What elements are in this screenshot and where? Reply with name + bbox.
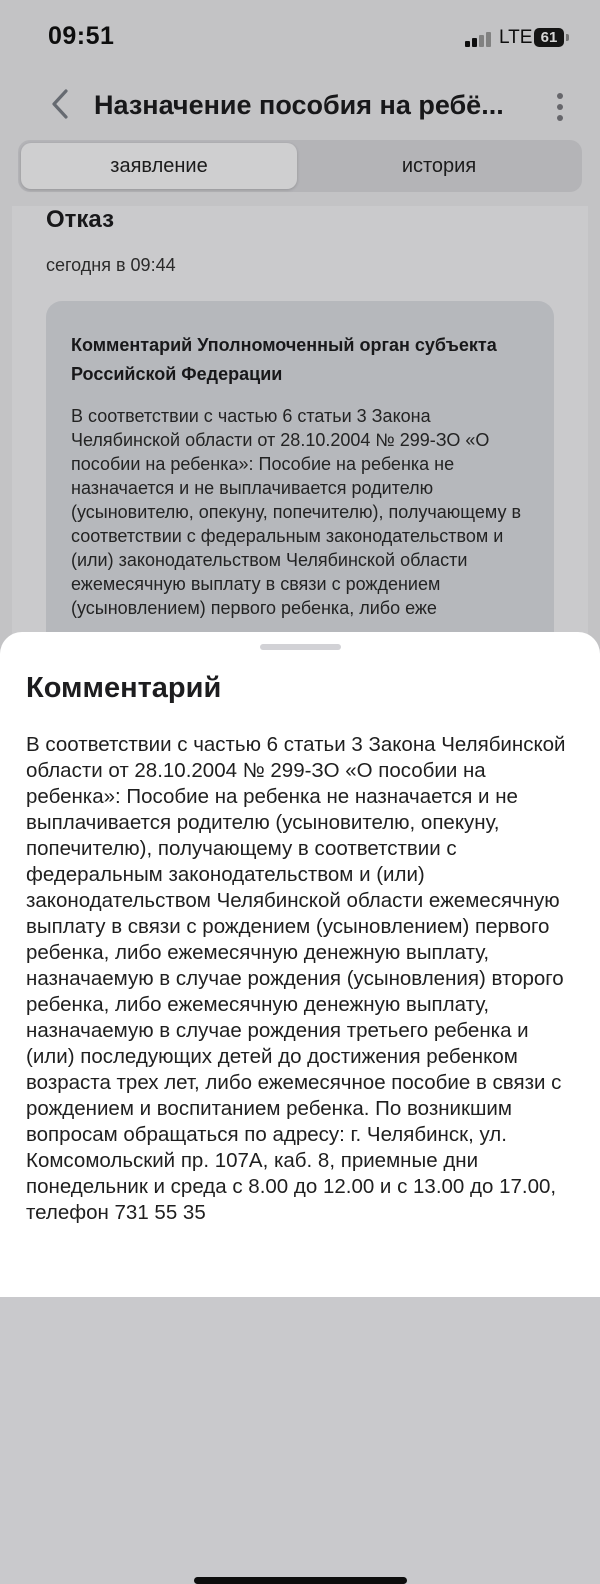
home-indicator <box>194 1577 407 1584</box>
comment-bottom-sheet <box>0 632 600 1297</box>
network-type: LTE <box>499 27 533 48</box>
comment-card-title: Комментарий Уполномоченный орган субъекта Российской Федерации <box>71 335 497 384</box>
page-title: Назначение пособия на ребё... <box>94 90 504 120</box>
status-timestamp: сегодня в 09:44 <box>46 255 176 275</box>
tab-application[interactable]: заявление <box>21 143 297 189</box>
status-time: 09:51 <box>48 22 115 50</box>
comment-card-text: В соответствии с частью 6 статьи 3 Закона Челябинской области от 28.10.2004 № 299-ЗО «О пособии на ребенка»: Пособие на ребенка не назначается и не выплачивается родителю (усыновителю, опекуну, попечителю), получающему в соответствии с федеральным законодательством и (или) законодательством Челябинской области ежемесячную выплату в связи с рождением (усыновлением) первого ребенка, либо еже <box>71 406 522 618</box>
sheet-title: Комментарий <box>26 672 222 704</box>
tab-history[interactable]: история <box>401 155 477 177</box>
dim-overlay[interactable] <box>0 0 600 700</box>
background-screen <box>0 0 600 700</box>
sheet-comment-text: В соответствии с частью 6 статьи 3 Закона Челябинской области от 28.10.2004 № 299-ЗО «О пособии на ребенка»: Пособие на ребенка не назначается и не выплачивается родителю (усыновителю, опекуну, попечителю), получающему в соответствии с федеральным законодательством и (или) законодательством Челябинской области ежемесячную выплату в связи с рождением (усыновлением) первого ребенка, либо ежемесячную денежную выплату, назначаемую в случае рождения (усыновления) второго ребенка, либо ежемесячную денежную выплату, назначаемую в случае рождения третьего ребенка и (или) последующих детей до достижения ребенком возраста трех лет, либо ежемесячное пособие в связи с рождением и воспитанием ребенка. По возникшим вопросам обращаться по адресу: г. Челябинск, ул. Комсомольский пр. 107А, каб. 8, приемные дни понедельник и среда с 8.00 до 12.00 и с 13.00 до 17.00, телефон 731 55 35 <box>26 733 566 1224</box>
status-title: Отказ <box>46 206 115 233</box>
sheet-grabber[interactable] <box>260 644 341 650</box>
battery-icon: 61 <box>534 28 564 47</box>
